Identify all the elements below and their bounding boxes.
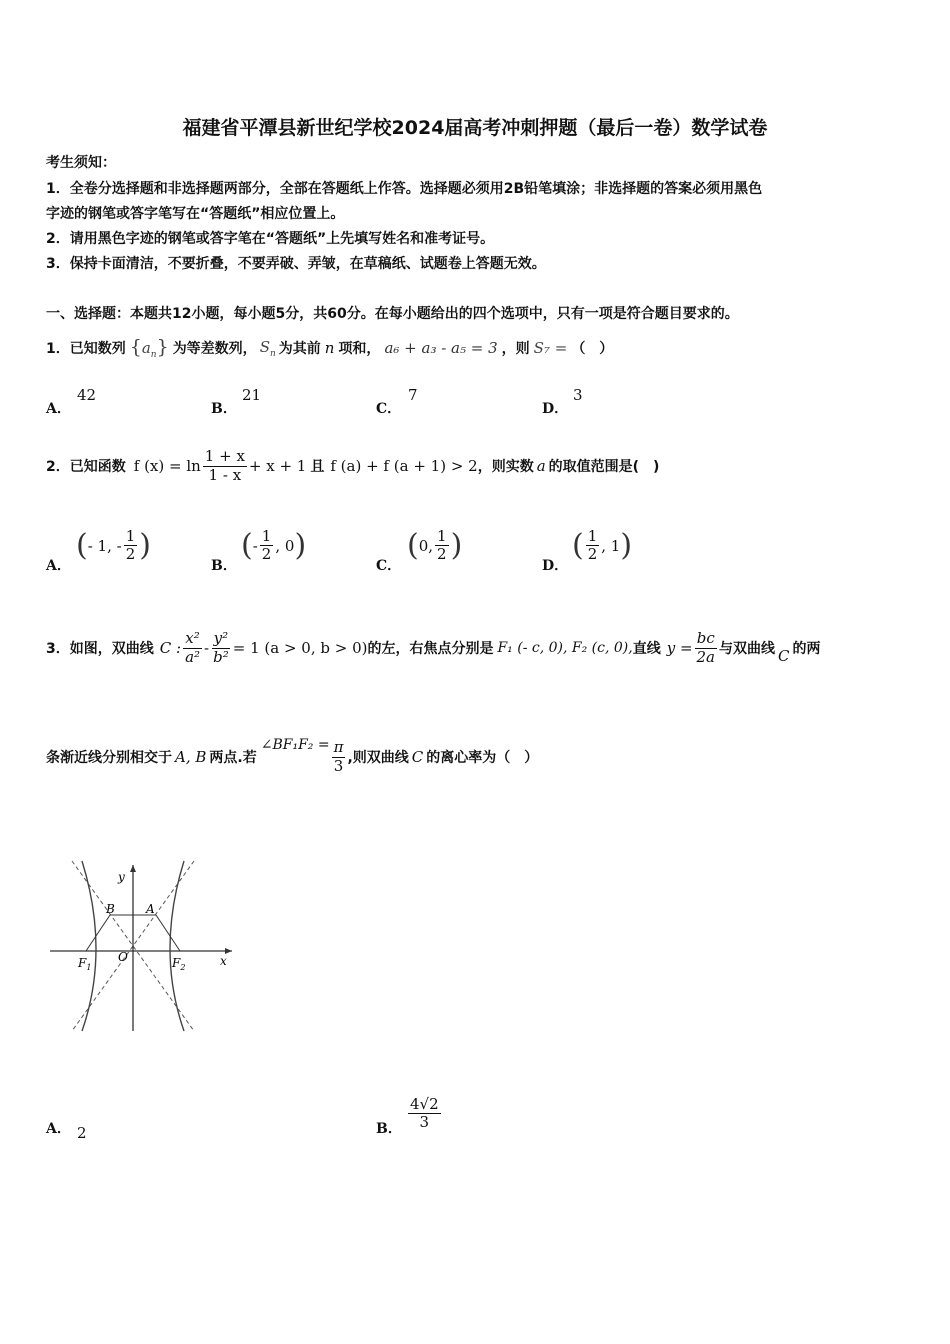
question-1: 1．已知数列 $\{a_n\}$ 为等差数列， $S_n$ 为其前 n 项和， a₆ + a₃ - a₅ = 3 ，则 S₇ = （ ） — [46, 336, 614, 360]
section-heading: 一、选择题：本题共12小题，每小题5分，共60分。在每小题给出的四个选项中，只有一项是符合题目要求的。 — [46, 306, 739, 322]
q1-sum-symbol: $S_n$ — [259, 337, 276, 359]
question-3: 3．如图，双曲线 C : $\frac{\text{x²}}{\text{a²}}$ - $\frac{\text{y²}}{\text{b²}}$ = 1 (a > 0, b > 0) 的左，右焦点分别是 F₁ (- c, 0), F₂ (c, 0), 直线 y = $\frac{bc}{2a}$ 与双曲线 C 的两 — [46, 629, 821, 666]
y-axis-label: y — [118, 870, 125, 884]
q1-option-d-label[interactable]: D． — [542, 401, 569, 417]
question-2: 2．已知函数 f (x) = ln $\frac{1 + x}{1 - x}$ + x + 1 且 f (a) + f (a + 1) > 2 ，则实数 a 的取值范围是( ) — [46, 447, 660, 484]
notice-item-1: 1．全卷分选择题和非选择题两部分，全部在答题纸上作答。选择题必须用2B铅笔填涂；非选择题的答案必须用黑色 — [46, 181, 763, 197]
q2-option-c-value: ( 0, $\frac{1}{2}$ ) — [407, 527, 463, 564]
q1-option-c-label[interactable]: C． — [376, 401, 402, 417]
origin-label: O — [118, 950, 128, 964]
q2-option-d-value: ( $\frac{1}{2}$ , 1 ) — [572, 527, 633, 564]
q2-option-b-label[interactable]: B． — [211, 558, 237, 574]
q1-option-b-value: 21 — [242, 386, 262, 404]
q2-function-lhs: f (x) = ln — [133, 457, 201, 475]
x-axis-label: x — [220, 954, 227, 968]
q3-condition: = 1 (a > 0, b > 0) — [232, 639, 368, 657]
notice-heading: 考生须知： — [46, 155, 116, 171]
q3-option-b-value: $\frac{4√2}{3}$ — [410, 1095, 439, 1132]
notice-item-2: 2．请用黑色字迹的钢笔或答字笔在“答题纸”上先填写姓名和准考证号。 — [46, 231, 495, 247]
q1-s7: S₇ = — [533, 339, 568, 357]
q2-fraction: $\frac{1 + x}{1 - x}$ — [204, 447, 245, 484]
q2-option-d-label[interactable]: D． — [542, 558, 569, 574]
q2-option-a-value: ( - 1, - $\frac{1}{2}$ ) — [76, 527, 151, 564]
q3-option-a-label[interactable]: A． — [46, 1121, 71, 1137]
notice-item-3: 3．保持卡面清洁，不要折叠，不要弄破、弄皱，在草稿纸、试题卷上答题无效。 — [46, 256, 546, 272]
q2-option-c-label[interactable]: C． — [376, 558, 402, 574]
point-a-label: A — [146, 902, 155, 916]
line-b-f1 — [86, 915, 110, 951]
page-title: 福建省平潭县新世纪学校2024届高考冲刺押题（最后一卷）数学试卷 — [182, 117, 768, 139]
q3-foci: F₁ (- c, 0), F₂ (c, 0), — [497, 640, 633, 656]
y-axis-arrow — [130, 865, 136, 872]
hyperbola-figure — [44, 855, 240, 1035]
question-3-cont: 条渐近线分别相交于 A, B 两点.若 ∠BF₁F₂ = $\frac{\pi}{3}$ ,则双曲线 C 的离心率为（ ） — [46, 737, 539, 775]
q3-option-b-label[interactable]: B． — [376, 1121, 402, 1137]
q3-option-a-value: 2 — [77, 1124, 87, 1142]
focus-f2-label: $F_2$ — [172, 956, 186, 972]
q2-option-b-value: ( - $\frac{1}{2}$ , 0 ) — [241, 527, 307, 564]
point-b-label: B — [106, 902, 115, 916]
q1-option-d-value: 3 — [573, 386, 583, 404]
line-a-f2 — [156, 915, 180, 951]
q1-option-a-value: 42 — [77, 386, 97, 404]
focus-f1-label: $F_1$ — [78, 956, 92, 972]
notice-item-1-cont: 字迹的钢笔或答字笔写在“答题纸”相应位置上。 — [46, 206, 345, 222]
q1-option-a-label[interactable]: A． — [46, 401, 71, 417]
q1-option-b-label[interactable]: B． — [211, 401, 237, 417]
q2-condition: f (a) + f (a + 1) > 2 — [330, 457, 478, 475]
q1-text: 1．已知数列 — [46, 341, 126, 357]
q1-sequence: $\{a_n\}$ — [129, 336, 169, 360]
q1-option-c-value: 7 — [408, 386, 418, 404]
q2-option-a-label[interactable]: A． — [46, 558, 71, 574]
q1-equation: a₆ + a₃ - a₅ = 3 — [384, 339, 498, 357]
